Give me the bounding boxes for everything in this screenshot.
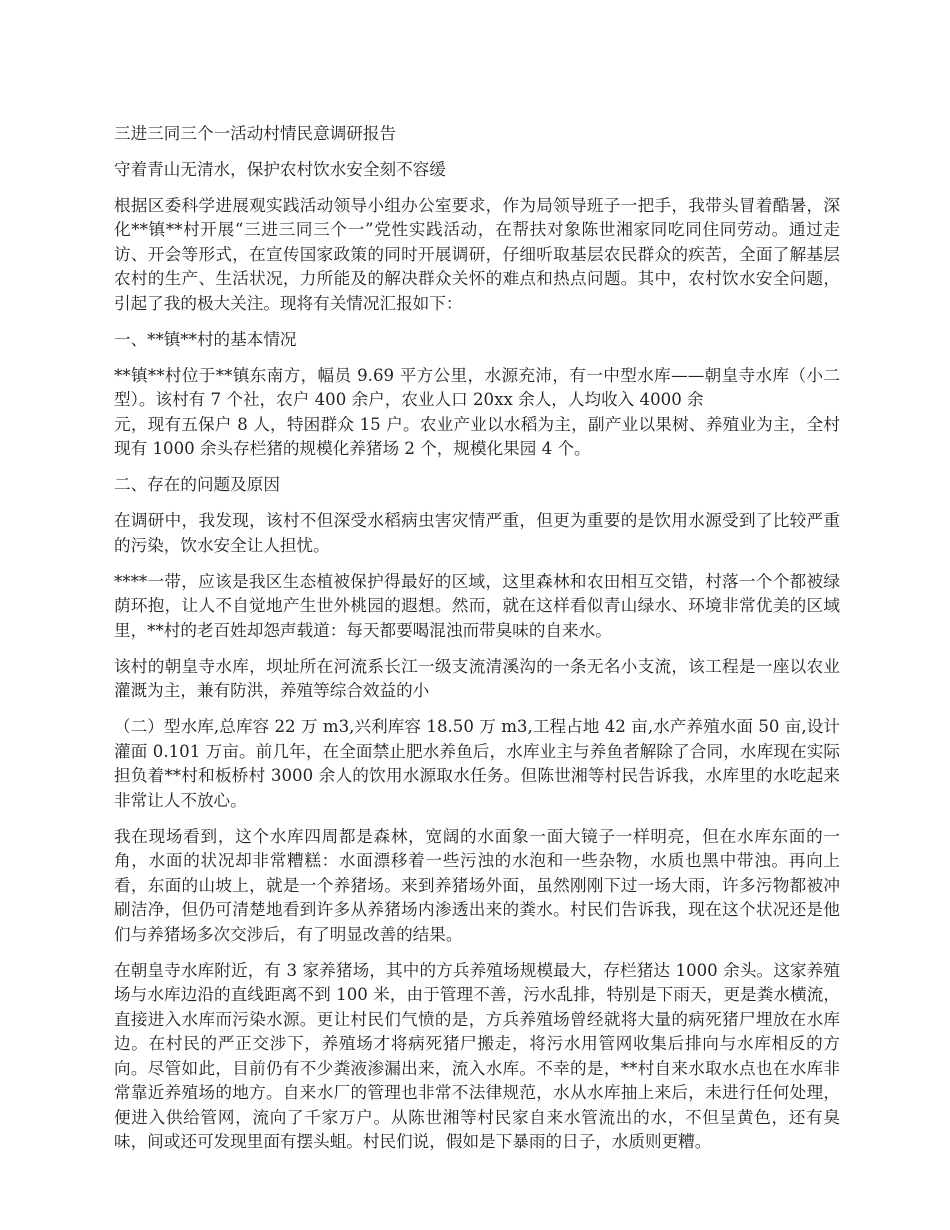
- paragraph-reservoir-details: （二）型水库,总库容 22 万 m3,兴利库容 18.50 万 m3,工程占地 42 亩,水产养殖水面 50 亩,设计灌面 0.101 万亩。前几年，在全面禁止肥水养鱼后，水库业主与养鱼者解除了合同，水库现在实际担负着**村和板桥村 3000 余人的饮用水源取水任务。但陈世湘等村民告诉我，水库里的水吃起来非常让人不放心。: [114, 717, 840, 810]
- paragraph-problems-summary: 在调研中，我发现，该村不但深受水稻病虫害灾情严重，但更为重要的是饮用水源受到了比较严重的污染，饮水安全让人担忧。: [114, 511, 840, 555]
- paragraph-basic-info: **镇**村位于**镇东南方，幅员 9.69 平方公里，水源充沛，有一中型水库——朝皇寺水库（小二型）。该村有 7 个社，农户 400 余户，农业人口 20xx 余人，人均收入 4000 余 元，现有五保户 8 人，特困群众 15 户。农业产业以水稻为主，副产业以果树、养殖业为主，全村现有 1000 余头存栏猪的规模化养猪场 2 个，规模化果园 4 个。: [114, 365, 840, 458]
- paragraph-reservoir-intro: 该村的朝皇寺水库，坝址所在河流系长江一级支流清溪沟的一条无名小支流，该工程是一座以农业灌溉为主，兼有防洪，养殖等综合效益的小: [114, 656, 840, 700]
- paragraph-pig-farms: 在朝皇寺水库附近，有 3 家养猪场，其中的方兵养殖场规模最大，存栏猪达 1000 余头。这家养殖场与水库边沿的直线距离不到 100 米，由于管理不善，污水乱排，特别是下雨天，更是粪水横流，直接进入水库而污染水源。更让村民们气愤的是，方兵养殖场曾经就将大量的病死猪尸埋放在水库边。在村民的严正交涉下，养殖场才将病死猪尸搬走，将污水用管网收集后排向与水库相反的方向。尽管如此，目前仍有不少粪液渗漏出来，流入水库。不幸的是，**村自来水取水点也在水库非常靠近养殖场的地方。自来水厂的管理也非常不法律规范，水从水库抽上来后，未进行任何处理，便进入供给管网，流向了千家万户。从陈世湘等村民家自来水管流出的水，不但呈黄色，还有臭味，间或还可发现里面有摆头蛆。村民们说，假如是下暴雨的日子，水质则更糟。: [114, 960, 840, 1151]
- paragraph-intro: 根据区委科学进展观实践活动领导小组办公室要求，作为局领导班子一把手，我带头冒着酷暑，深化**镇**村开展“三进三同三个一”党性实践活动，在帮扶对象陈世湘家同吃同住同劳动。通过走访、开会等形式，在宣传国家政策的同时开展调研，仔细听取基层农民群众的疾苦，全面了解基层农村的生产、生活状况，力所能及的解决群众关怀的难点和热点问题。其中，农村饮水安全问题，引起了我的极大关注。现将有关情况汇报如下：: [114, 195, 840, 313]
- document-page: [114, 122, 840, 1166]
- paragraph-area-description: ****一带，应该是我区生态植被保护得最好的区域，这里森林和农田相互交错，村落一个个都被绿荫环抱，让人不自觉地产生世外桃园的遐想。然而，就在这样看似青山绿水、环境非常优美的区域里，**村的老百姓却怨声载道：每天都要喝混浊而带臭味的自来水。: [114, 571, 840, 640]
- section-heading-basic-info: 一、**镇**村的基本情况: [114, 329, 297, 349]
- paragraph-site-observation: 我在现场看到，这个水库四周都是森林，宽阔的水面象一面大镜子一样明亮，但在水库东面的一角，水面的状况却非常糟糕：水面漂移着一些污浊的水泡和一些杂物，水质也黑中带浊。再向上看，东面的山坡上，就是一个养猪场。来到养猪场外面，虽然刚刚下过一场大雨，许多污物都被冲刷洁净，但仍可清楚地看到许多从养猪场内渗透出来的粪水。村民们告诉我，现在这个状况还是他们与养猪场多次交涉后，有了明显改善的结果。: [114, 826, 840, 944]
- document-subtitle: 守着青山无清水，保护农村饮水安全刻不容缓: [114, 159, 446, 179]
- document-title: 三进三同三个一活动村情民意调研报告: [114, 124, 397, 143]
- section-heading-problems: 二、存在的问题及原因: [114, 475, 280, 494]
